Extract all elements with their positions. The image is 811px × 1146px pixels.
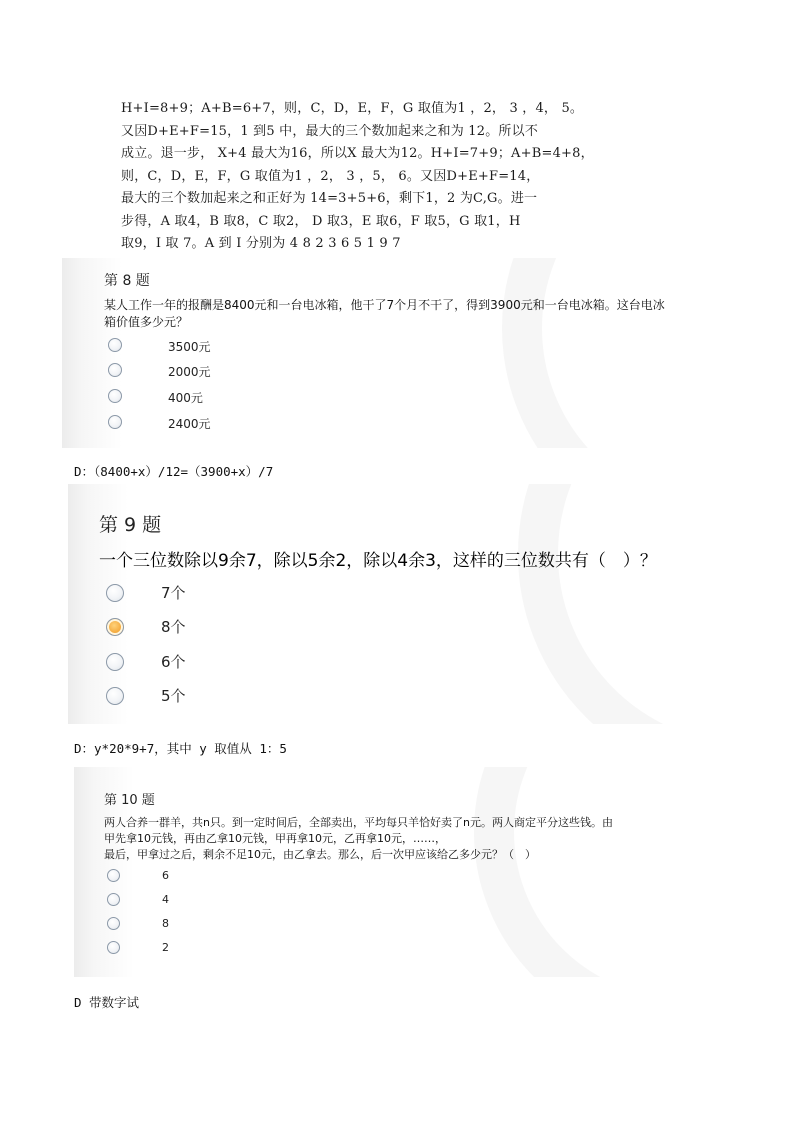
option-radio[interactable]	[108, 389, 122, 403]
option-label: 7个	[161, 584, 186, 602]
intro-line: 最大的三个数加起来之和正好为 14=3+5+6，剩下1，2 为C,G。进一	[121, 191, 538, 206]
option-label: 3500元	[168, 340, 211, 354]
option-radio[interactable]	[108, 363, 122, 377]
question-text-line: 最后，甲拿过之后，剩余不足10元，由乙拿去。那么，后一次甲应该给乙多少元？（ ）	[104, 848, 536, 861]
answer-line: D：y*20*9+7，其中 y 取值从 1：5	[74, 741, 287, 756]
option-radio[interactable]	[107, 941, 120, 954]
option-label: 8个	[161, 618, 186, 636]
intro-line: 步得，A 取4，B 取8，C 取2， D 取3，E 取6，F 取5，G 取1，H	[121, 213, 521, 229]
option-radio[interactable]	[108, 415, 122, 429]
option-radio-selected[interactable]	[106, 618, 124, 636]
question-title: 第 10 题	[104, 793, 155, 808]
intro-line: 则，C，D，E，F，G 取值为1 ，2， 3 ，5， 6。又因D+E+F=14，	[121, 168, 540, 184]
question-title: 第 8 题	[104, 273, 150, 289]
answer-line: D：（8400+x）/12=（3900+x）/7	[74, 464, 274, 479]
option-radio[interactable]	[106, 584, 124, 602]
intro-line: 取9，I 取 7。A 到 I 分别为 4 8 2 3 6 5 1 9 7	[121, 236, 401, 251]
intro-line: 又因D+E+F=15，1 到5 中，最大的三个数加起来之和为 12。所以不	[121, 123, 539, 139]
option-radio[interactable]	[107, 917, 120, 930]
question-8-panel	[62, 258, 710, 448]
option-radio[interactable]	[107, 893, 120, 906]
option-label: 400元	[168, 391, 203, 405]
option-label: 8	[162, 917, 169, 930]
question-text-line: 两人合养一群羊，共n只。到一定时间后，全部卖出，平均每只羊恰好卖了n元。两人商定平分这些钱。由	[104, 816, 613, 829]
question-text-line: 甲先拿10元钱，再由乙拿10元钱，甲再拿10元，乙再拿10元，……，	[104, 832, 446, 845]
option-radio[interactable]	[106, 653, 124, 671]
option-label: 4	[162, 893, 169, 906]
option-label: 2	[162, 941, 169, 954]
option-label: 6	[162, 869, 169, 882]
question-9-panel	[68, 484, 736, 724]
intro-line: 成立。退一步， X+4 最大为16，所以X 最大为12。H+I=7+9；A+B=4+8，	[121, 146, 594, 161]
option-radio[interactable]	[108, 338, 122, 352]
option-label: 2000元	[168, 365, 211, 379]
option-radio[interactable]	[107, 869, 120, 882]
option-label: 6个	[161, 653, 186, 671]
question-text: 一个三位数除以9余7，除以5余2，除以4余3，这样的三位数共有（ ）？	[99, 551, 657, 571]
option-label: 5个	[161, 687, 186, 705]
intro-paragraph	[121, 98, 594, 256]
question-text-line: 某人工作一年的报酬是8400元和一台电冰箱，他干了7个月不干了，得到3900元和一台电冰箱。这台电冰	[104, 298, 665, 312]
option-label: 2400元	[168, 417, 211, 431]
question-title: 第 9 题	[99, 514, 162, 536]
intro-line: H+I=8+9；A+B=6+7，则，C，D，E，F，G 取值为1 ，2， 3 ，4， 5。	[121, 101, 584, 116]
option-radio[interactable]	[106, 687, 124, 705]
answer-line: D 带数字试	[74, 995, 140, 1010]
question-10-panel	[74, 767, 684, 977]
question-text-line: 箱价值多少元？	[104, 315, 189, 329]
